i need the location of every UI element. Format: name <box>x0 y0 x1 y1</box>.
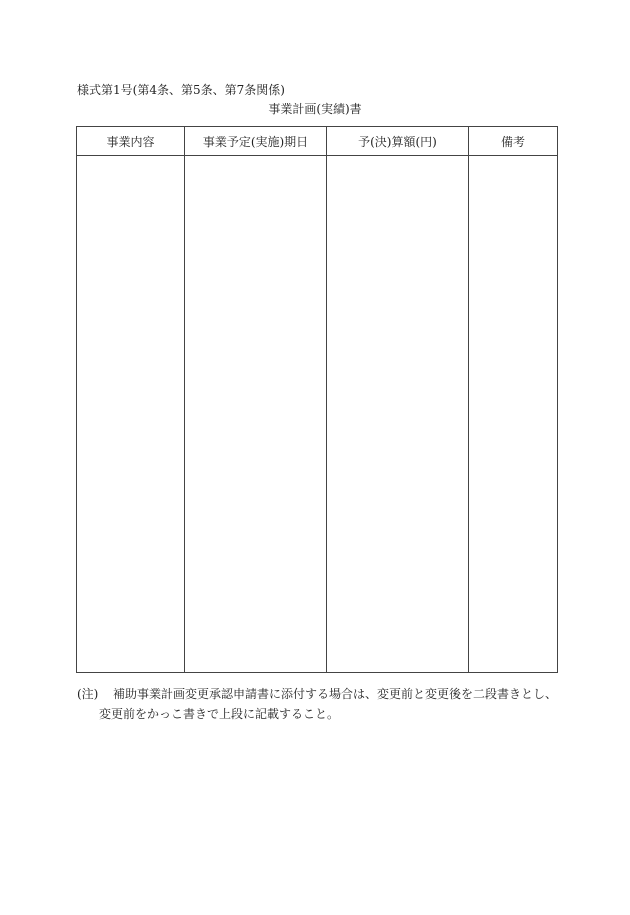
footnote-prefix: (注) <box>77 687 99 701</box>
cell-remarks[interactable] <box>469 156 558 673</box>
column-header-budget-amount: 予(決)算額(円) <box>327 127 469 156</box>
footnote-text-1: 補助事業計画変更承認申請書に添付する場合は、変更前と変更後を二段書きとし、 <box>113 687 558 701</box>
footnote-line-1 <box>77 684 567 704</box>
cell-scheduled-date[interactable] <box>185 156 327 673</box>
cell-budget-amount[interactable] <box>327 156 469 673</box>
document-title: 事業計画(実績)書 <box>268 102 362 116</box>
table-header-row <box>77 127 558 156</box>
footnote <box>77 684 567 724</box>
column-header-remarks: 備考 <box>469 127 558 156</box>
form-number: 様式第1号(第4条、第5条、第7条関係) <box>77 83 285 97</box>
footnote-line-2: 変更前をかっこ書きで上段に記載すること。 <box>99 707 340 721</box>
column-header-business-content: 事業内容 <box>77 127 185 156</box>
cell-business-content[interactable] <box>77 156 185 673</box>
table-row <box>77 156 558 673</box>
business-plan-table <box>76 126 558 673</box>
column-header-scheduled-date: 事業予定(実施)期日 <box>185 127 327 156</box>
